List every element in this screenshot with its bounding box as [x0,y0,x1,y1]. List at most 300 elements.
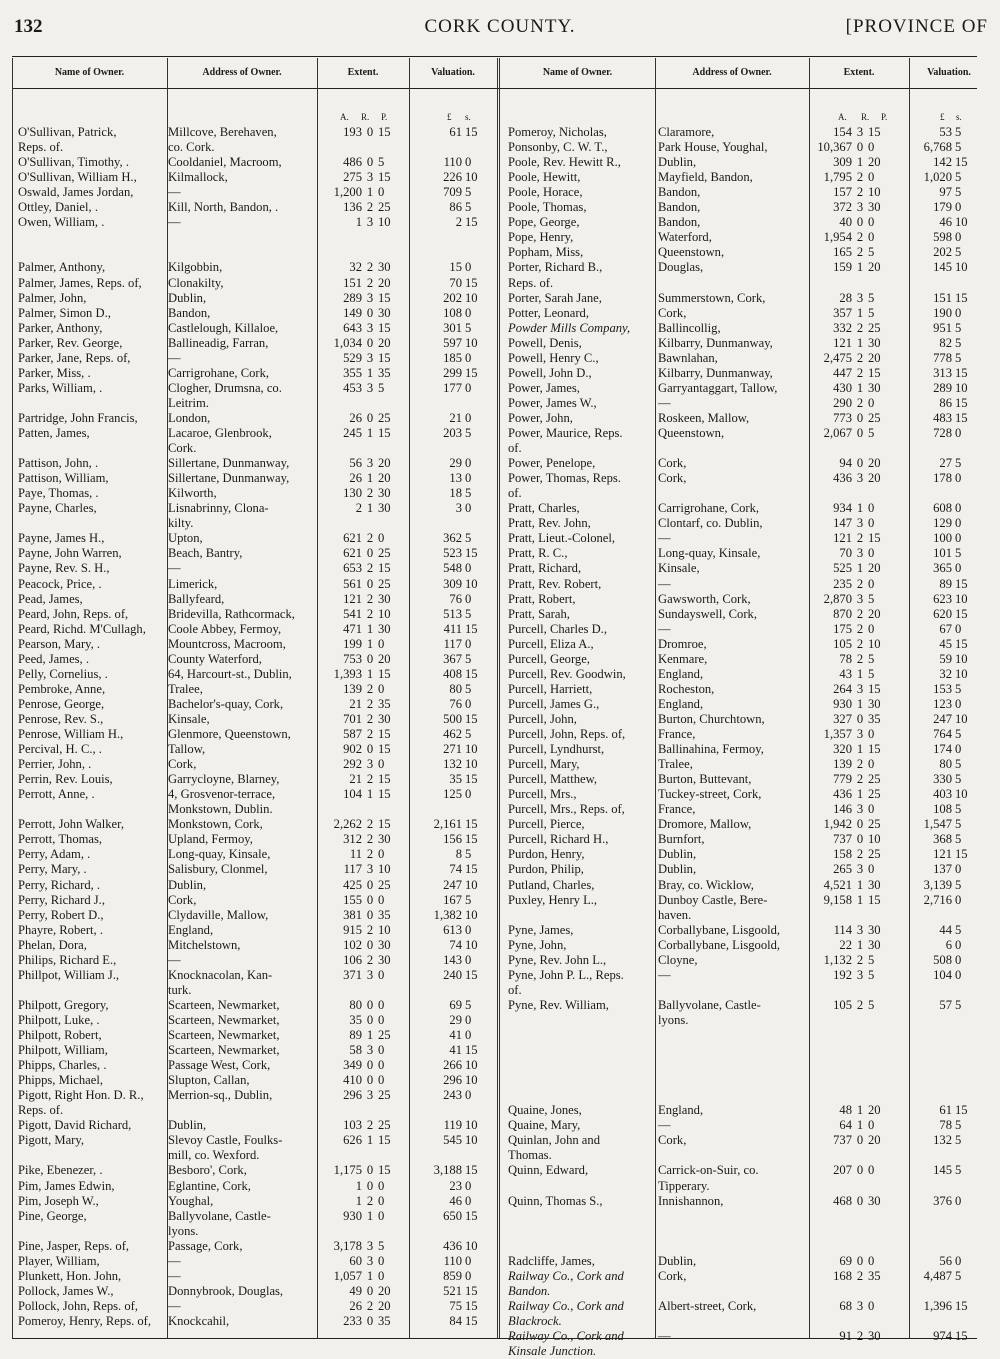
valuation-shillings: 5 [955,832,962,847]
table-row [508,336,998,351]
owner-address: Kilworth, [168,486,217,501]
table-row [508,1013,998,1028]
valuation-shillings: 10 [955,666,968,681]
owner-address: Mountcross, Macroom, [168,636,286,651]
valuation-shillings: 10 [955,591,968,606]
extent-perches: 5 [868,967,875,982]
extent-acres: 157 [833,185,852,200]
table-row [508,125,998,140]
owner-name: Porter, Richard B., [508,260,603,275]
table-row [18,908,508,923]
valuation-pounds: 368 [933,832,952,847]
extent-acres: 587 [343,727,362,741]
valuation-pounds: 2 [455,215,462,230]
extent-roods: 2 [856,230,864,245]
extent-perches: 0 [868,1118,875,1133]
owner-name: Poole, Horace, [508,185,583,200]
unit-roods: R. [861,112,870,122]
extent-acres: 102 [343,937,362,952]
extent-perches: 0 [378,1178,385,1193]
owner-address: Millcove, Berehaven, [168,125,277,139]
owner-address: Cloyne, [658,952,698,967]
owner-name: Poole, Hewitt, [508,170,581,185]
owner-address: Cooldaniel, Macroom, [168,155,282,170]
extent-perches: 10 [378,922,391,937]
owner-name: Pratt, Robert, [508,591,576,606]
extent-acres: 1,954 [823,230,852,245]
valuation-pounds: 462 [443,727,462,741]
valuation-pounds: 142 [933,155,952,170]
valuation-pounds: 4,487 [923,1268,952,1283]
extent-perches: 30 [378,501,391,516]
owner-address: Dublin, [658,862,697,877]
extent-roods: 1 [366,1133,374,1148]
owner-name: Pope, George, [508,215,580,230]
owner-address: Kilbarry, Dunmanway, [658,365,773,380]
valuation-pounds: 153 [933,681,952,696]
valuation-pounds: 80 [939,757,952,772]
table-row [18,727,508,742]
valuation-pounds: 46 [939,215,952,230]
valuation-pounds: 650 [443,1208,462,1223]
valuation-shillings: 0 [955,862,962,877]
owner-name: Parker, Rev. George, [18,335,123,350]
table-row [508,817,998,832]
table-row [508,155,998,170]
owner-name: Patten, James, [18,426,90,440]
extent-perches: 15 [378,170,391,185]
table-row [508,1224,998,1239]
valuation-shillings: 0 [955,561,962,576]
valuation-shillings: 5 [955,140,962,155]
extent-perches: 5 [868,651,875,666]
valuation-pounds: 608 [933,501,952,516]
extent-perches: 30 [868,335,881,350]
owner-address: Upland, Fermoy, [168,832,253,847]
owner-name: Phipps, Michael, [18,1073,104,1088]
owner-address: lyons. [658,1012,689,1027]
valuation-pounds: 123 [933,696,952,711]
table-row [18,983,508,998]
owner-name: Power, James, [508,380,580,395]
extent-roods: 1 [856,501,864,516]
valuation-shillings: 5 [465,426,472,440]
table-row [508,998,998,1013]
extent-roods: 0 [366,155,374,170]
table-row [508,802,998,817]
table-row [508,291,998,306]
table-row [508,1088,998,1103]
extent-perches: 5 [868,591,875,606]
valuation-pounds: 100 [933,531,952,546]
owner-name: Percival, H. C., . [18,742,102,757]
table-row [18,847,508,862]
valuation-pounds: 2,161 [433,817,462,832]
header-valuation: Valuation. [431,67,475,78]
extent-roods: 0 [366,997,374,1012]
extent-acres: 149 [343,305,362,320]
extent-roods: 1 [366,1028,374,1042]
table-row [508,471,998,486]
valuation-shillings: 5 [465,847,472,862]
owner-name: Penrose, William H., [18,727,124,741]
valuation-shillings: 15 [955,410,968,425]
owner-address: Dublin, [658,847,697,862]
extent-roods: 3 [366,380,374,395]
table-row [508,1163,998,1178]
owner-name: Parker, Anthony, [18,320,103,335]
table-row [508,1329,998,1344]
owner-address: Tipperary. [658,1178,710,1193]
owner-address: Besboro', Cork, [168,1163,247,1178]
extent-acres: 1,795 [823,170,852,185]
header-valuation: Valuation. [927,67,971,78]
table-row [508,983,998,998]
extent-perches: 20 [378,1283,391,1298]
table-row [508,727,998,742]
owner-address: Albert-street, Cork, [658,1298,757,1313]
valuation-shillings: 0 [955,426,962,440]
valuation-shillings: 5 [955,1268,962,1283]
table-row [508,200,998,215]
valuation-pounds: 243 [443,1088,462,1103]
valuation-shillings: 10 [955,380,968,395]
table-row [508,607,998,622]
extent-roods: 0 [366,576,374,591]
extent-acres: 349 [343,1058,362,1073]
extent-roods: 1 [856,155,864,170]
extent-roods: 0 [366,907,374,922]
extent-acres: 22 [839,937,852,952]
owner-name: Perrott, Anne, . [18,787,95,802]
valuation-pounds: 367 [443,651,462,666]
owner-name: Ponsonby, C. W. T., [508,140,608,155]
owner-name: Pomeroy, Henry, Reps. of, [18,1313,152,1328]
owner-address: Tallow, [168,742,206,757]
extent-perches: 25 [868,787,881,802]
table-row [508,787,998,802]
owner-address: Garryantaggart, Tallow, [658,380,778,395]
owner-name: Pigott, Mary, [18,1133,84,1148]
valuation-shillings: 0 [465,471,472,486]
table-row [18,531,508,546]
owner-name: of. [508,441,522,456]
owner-name: Radcliffe, James, [508,1253,595,1268]
extent-acres: 1,200 [333,185,362,200]
table-row [18,1013,508,1028]
extent-perches: 20 [378,456,391,471]
valuation-pounds: 411 [443,621,462,636]
valuation-shillings: 0 [465,787,472,802]
extent-roods: 1 [856,696,864,711]
table-row [508,561,998,576]
owner-address: Scarteen, Newmarket, [168,997,280,1012]
extent-perches: 30 [378,952,391,967]
valuation-pounds: 110 [443,155,462,170]
valuation-pounds: 6 [945,937,952,952]
owner-name: Payne, James H., [18,531,105,546]
extent-perches: 25 [378,1118,391,1133]
extent-roods: 3 [366,1238,374,1253]
extent-acres: 541 [343,606,362,621]
owner-address: Carrigrohane, Cork, [168,365,270,380]
extent-roods: 3 [856,922,864,937]
table-row [18,577,508,592]
header-address: Address of Owner. [202,67,282,78]
valuation-shillings: 10 [465,1118,478,1133]
extent-acres: 94 [839,456,852,471]
table-row [508,637,998,652]
owner-name: Owen, William, . [18,215,105,230]
table-row [508,321,998,336]
valuation-shillings: 5 [465,606,472,621]
extent-perches: 0 [868,546,875,561]
table-row [508,1179,998,1194]
table-row [508,260,998,275]
table-row [18,697,508,712]
owner-name: Pratt, Sarah, [508,606,570,621]
extent-acres: 930 [833,696,852,711]
owner-name: Pyne, John P. L., Reps. [508,967,624,982]
table-row [508,712,998,727]
valuation-pounds: 82 [939,335,952,350]
table-row [18,215,508,230]
table-row [508,772,998,787]
valuation-shillings: 10 [465,877,478,892]
owner-address: Knockcahil, [168,1313,230,1328]
owner-name: Purcell, Richard H., [508,832,609,847]
owner-name: Pearson, Mary, . [18,636,101,651]
table-row [508,1284,998,1299]
extent-perches: 0 [378,1193,385,1208]
table-row [508,381,998,396]
extent-acres: 158 [833,847,852,862]
extent-perches: 0 [378,1268,385,1283]
valuation-pounds: 151 [933,290,952,305]
table-row [18,1103,508,1118]
owner-address: Lisnabrinny, Clona- [168,501,269,516]
owner-address: Cork, [658,1133,687,1148]
table-row [18,637,508,652]
extent-acres: 1,132 [823,952,852,967]
valuation-pounds: 59 [939,651,952,666]
valuation-pounds: 89 [939,576,952,591]
extent-roods: 2 [366,531,374,546]
owner-address: Sillertane, Dunmanway, [168,456,290,471]
extent-acres: 2,870 [823,591,852,606]
extent-roods: 2 [366,681,374,696]
table-row [18,938,508,953]
owner-name: Purcell, Lyndhurst, [508,742,605,757]
extent-roods: 2 [856,365,864,380]
table-row [18,411,508,426]
table-row [508,501,998,516]
valuation-shillings: 0 [955,305,962,320]
extent-perches: 25 [378,200,391,215]
table-row [18,667,508,682]
valuation-shillings: 5 [955,802,962,817]
valuation-shillings: 5 [955,877,962,892]
valuation-shillings: 5 [465,200,472,215]
valuation-shillings: 0 [955,531,962,546]
valuation-shillings: 15 [465,125,478,139]
owner-name: Purcell, Pierce, [508,817,585,832]
extent-acres: 1,942 [823,817,852,832]
owner-address: Park House, Youghal, [658,140,768,155]
owner-name: Perrott, John Walker, [18,817,124,832]
owner-name: O'Sullivan, William H., [18,170,137,185]
extent-acres: 653 [343,561,362,576]
extent-perches: 0 [378,1253,385,1268]
table-row [18,592,508,607]
extent-perches: 20 [868,456,881,471]
owner-address: Scarteen, Newmarket, [168,1028,280,1042]
owner-address: turk. [168,982,192,997]
valuation-pounds: 174 [933,742,952,757]
valuation-pounds: 859 [443,1268,462,1283]
extent-acres: 1 [355,1178,362,1193]
owner-name: Pike, Ebenezer, . [18,1163,103,1178]
owner-name: Purdon, Philip, [508,862,584,877]
owner-address: Long-quay, Kinsale, [168,847,271,862]
extent-roods: 1 [856,561,864,576]
valuation-pounds: 500 [443,711,462,726]
owner-name: Peacock, Price, . [18,576,102,591]
owner-address: Ballincollig, [658,320,721,335]
owner-name: Purcell, Mrs., Reps. of, [508,802,625,817]
extent-acres: 9,158 [823,892,852,907]
extent-perches: 0 [378,636,385,651]
valuation-shillings: 5 [955,997,962,1012]
extent-roods: 2 [856,395,864,410]
valuation-pounds: 709 [443,185,462,200]
valuation-shillings: 15 [955,290,968,305]
extent-roods: 2 [856,1329,864,1343]
extent-roods: 3 [856,802,864,817]
valuation-pounds: 57 [939,997,952,1012]
table-row [508,1314,998,1329]
extent-perches: 0 [868,862,875,877]
valuation-pounds: 41 [449,1028,462,1042]
extent-roods: 2 [856,847,864,862]
extent-perches: 0 [868,170,875,185]
extent-acres: 168 [833,1268,852,1283]
table-row [18,802,508,817]
extent-roods: 2 [856,606,864,621]
valuation-pounds: 548 [443,561,462,576]
extent-acres: 468 [833,1193,852,1208]
valuation-pounds: 69 [449,997,462,1012]
valuation-shillings: 5 [955,1163,962,1178]
owner-address: England, [658,1103,704,1118]
owner-address: Clonakilty, [168,275,224,290]
extent-roods: 0 [366,1163,374,1178]
owner-address: Passage, Cork, [168,1238,243,1253]
owner-name: Power, Thomas, Reps. [508,471,621,486]
owner-address: Sundayswell, Cork, [658,606,757,621]
extent-perches: 30 [868,1193,881,1208]
extent-acres: 10,367 [817,140,852,155]
owner-address: Slupton, Callan, [168,1073,250,1088]
table-row [18,1269,508,1284]
owner-name: Purcell, Charles D., [508,621,607,636]
owner-address: Bandon, [658,215,701,230]
table-row [18,1148,508,1163]
valuation-pounds: 129 [933,516,952,531]
extent-roods: 2 [366,606,374,621]
extent-perches: 25 [378,546,391,561]
extent-perches: 30 [868,922,881,937]
owner-name: Penrose, Rev. S., [18,711,104,726]
table-row [508,923,998,938]
table-row [18,1209,508,1224]
valuation-shillings: 5 [465,651,472,666]
extent-perches: 0 [868,621,875,636]
table-row [18,1299,508,1314]
extent-acres: 159 [833,260,852,275]
valuation-shillings: 10 [465,1133,478,1148]
owner-address: Carrick-on-Suir, co. [658,1163,759,1178]
owner-name: Phayre, Robert, . [18,922,103,937]
extent-perches: 25 [868,772,881,787]
valuation-pounds: 13 [449,471,462,486]
owner-name: O'Sullivan, Patrick, [18,125,117,139]
extent-perches: 15 [378,666,391,681]
extent-roods: 0 [366,1283,374,1298]
valuation-pounds: 125 [443,787,462,802]
extent-roods: 0 [856,426,864,440]
owner-address: Cork, [168,892,197,907]
unit-shillings: s. [956,112,962,122]
valuation-pounds: 110 [443,1253,462,1268]
extent-perches: 20 [868,1103,881,1118]
valuation-pounds: 86 [939,395,952,410]
extent-roods: 3 [366,1043,374,1058]
extent-roods: 2 [366,486,374,501]
valuation-shillings: 5 [465,531,472,546]
extent-roods: 2 [856,952,864,967]
table-row [18,817,508,832]
owner-address: Queenstown, [658,245,725,260]
extent-acres: 193 [343,125,362,139]
owner-address: Ballineadig, Farran, [168,335,269,350]
owner-address: Ballyfeard, [168,591,225,606]
extent-perches: 30 [868,1329,881,1343]
extent-perches: 15 [378,561,391,576]
table-row [18,561,508,576]
owner-name: Palmer, James, Reps. of, [18,275,142,290]
extent-perches: 5 [378,155,385,170]
extent-roods: 1 [856,742,864,757]
extent-perches: 0 [378,185,385,200]
extent-acres: 69 [839,1253,852,1268]
valuation-shillings: 15 [955,636,968,651]
owner-address: Donnybrook, Douglas, [168,1283,284,1298]
extent-roods: 3 [366,215,374,230]
owner-name: Philpott, Luke, . [18,1012,100,1027]
valuation-shillings: 0 [465,350,472,365]
extent-acres: 621 [343,531,362,546]
extent-perches: 15 [378,772,391,787]
extent-roods: 2 [366,1118,374,1133]
table-row [18,1058,508,1073]
extent-acres: 121 [343,591,362,606]
owner-address: Tralee, [658,757,693,772]
valuation-shillings: 0 [465,410,472,425]
extent-roods: 1 [856,666,864,681]
table-row [18,546,508,561]
extent-perches: 0 [378,892,385,907]
